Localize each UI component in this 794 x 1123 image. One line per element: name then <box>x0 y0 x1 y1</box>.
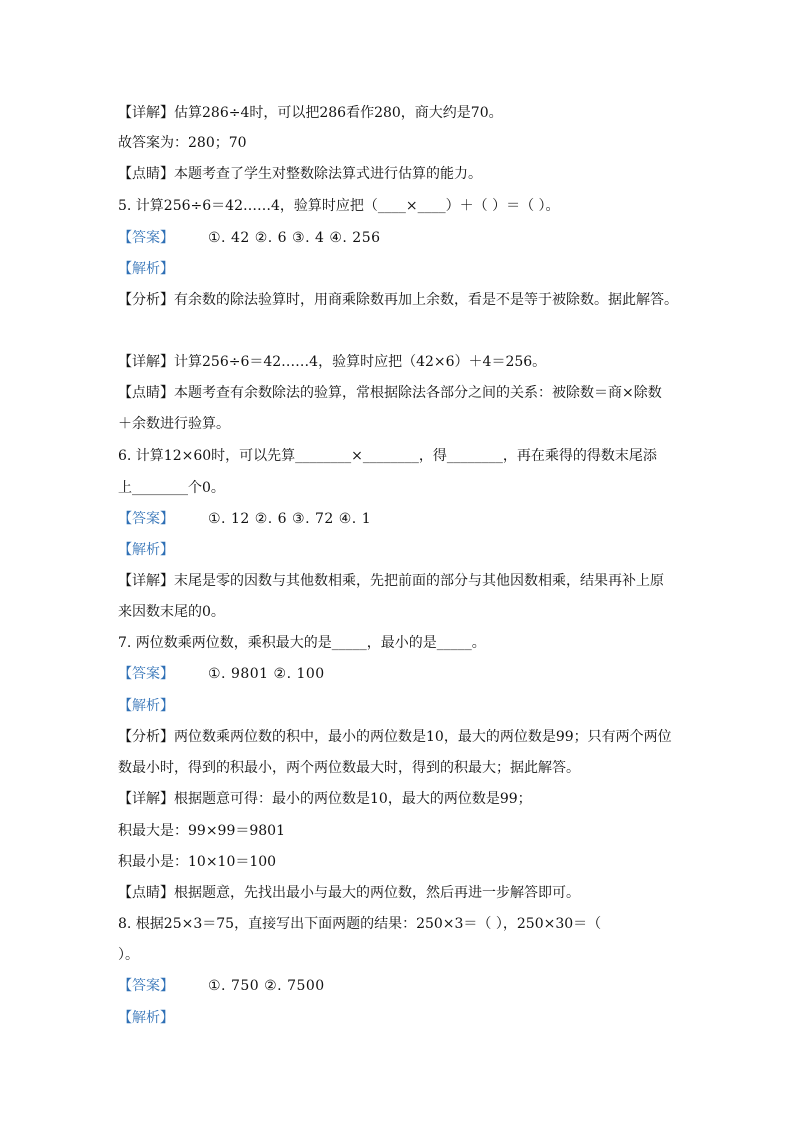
answer-line <box>118 977 325 995</box>
text-line: 数最小时，得到的积最小，两个两位数最大时，得到的积最大；据此解答。 <box>118 760 580 776</box>
text-line: 积最大是：99×99＝9801 <box>118 823 285 839</box>
question-8: 8. 根据25×3＝75，直接写出下面两题的结果：250×3＝（ ），250×30＝（ <box>118 916 602 932</box>
text-line: ）。 <box>118 947 139 963</box>
question-6: 6. 计算12×60时，可以先算________×________，得________，再在乘得的得数末尾添 <box>118 448 657 464</box>
text-line: 积最小是：10×10＝100 <box>118 854 277 870</box>
analysis-label: 【解析】 <box>118 698 174 714</box>
answer-label: 【答案】 <box>118 978 174 994</box>
text-line: 【分析】两位数乘两位数的积中，最小的两位数是10，最大的两位数是99；只有两个两位 <box>118 729 672 745</box>
text-line: 故答案为：280；70 <box>118 135 247 151</box>
answer-options: ①. 12 ②. 6 ③. 72 ④. 1 <box>208 511 372 527</box>
answer-line <box>118 229 381 247</box>
answer-line <box>118 510 371 528</box>
answer-label: 【答案】 <box>118 666 174 682</box>
answer-options: ①. 9801 ②. 100 <box>208 666 325 682</box>
answer-options: ①. 750 ②. 7500 <box>208 978 325 994</box>
analysis-label: 【解析】 <box>118 261 174 277</box>
answer-line <box>118 665 325 683</box>
question-5: 5. 计算256÷6＝42……4，验算时应把（____×____）＋（ ）＝（ ）。 <box>118 198 560 214</box>
text-line: 【点睛】本题考查有余数除法的验算，常根据除法各部分之间的关系：被除数＝商×除数 <box>118 385 662 401</box>
analysis-label: 【解析】 <box>118 542 174 558</box>
analysis-label: 【解析】 <box>118 1010 174 1026</box>
answer-label: 【答案】 <box>118 230 174 246</box>
text-line: ＋余数进行验算。 <box>118 416 230 432</box>
text-line: 【详解】根据题意可得：最小的两位数是10，最大的两位数是99； <box>118 791 532 807</box>
text-line: 【详解】末尾是零的因数与其他数相乘，先把前面的部分与其他因数相乘，结果再补上原 <box>118 573 664 589</box>
answer-options: ①. 42 ②. 6 ③. 4 ④. 256 <box>208 230 381 246</box>
text-line: 【分析】有余数的除法验算时，用商乘除数再加上余数，看是不是等于被除数。据此解答。 <box>118 292 678 308</box>
text-line: 【详解】估算286÷4时，可以把286看作280，商大约是70。 <box>118 105 503 121</box>
text-line: 上________个0。 <box>118 480 225 496</box>
text-line: 来因数末尾的0。 <box>118 604 225 620</box>
question-7: 7. 两位数乘两位数，乘积最大的是_____，最小的是_____。 <box>118 635 486 651</box>
answer-label: 【答案】 <box>118 511 174 527</box>
text-line: 【点睛】本题考查了学生对整数除法算式进行估算的能力。 <box>118 166 482 182</box>
text-line: 【详解】计算256÷6＝42……4，验算时应把（42×6）＋4＝256。 <box>118 354 547 370</box>
text-line: 【点睛】根据题意，先找出最小与最大的两位数，然后再进一步解答即可。 <box>118 885 580 901</box>
